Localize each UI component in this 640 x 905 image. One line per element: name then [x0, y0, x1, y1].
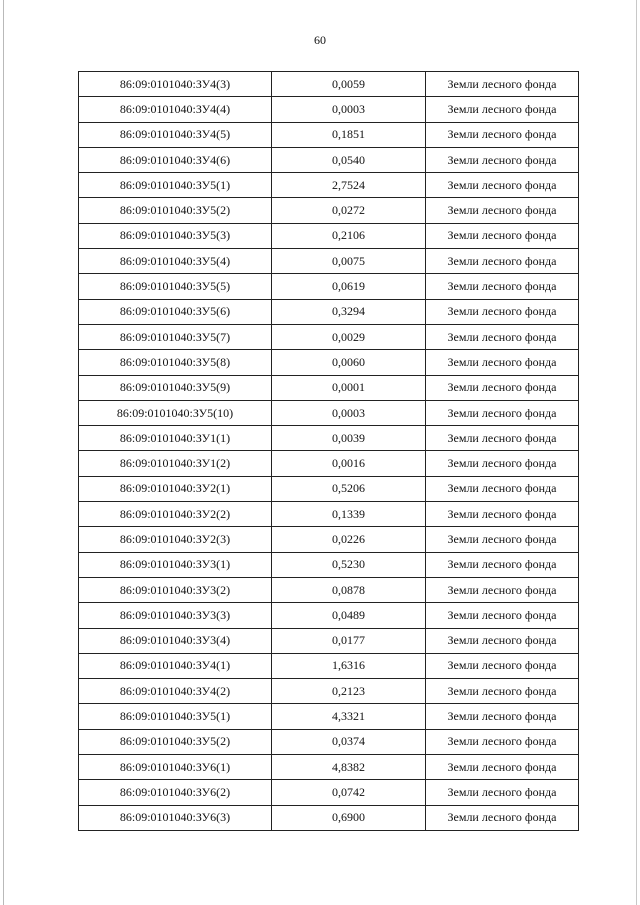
area-cell: 0,0226 — [272, 527, 426, 552]
table-row — [79, 97, 579, 122]
table-row — [79, 400, 579, 425]
area-cell: 0,0619 — [272, 274, 426, 299]
area-cell: 0,0039 — [272, 426, 426, 451]
area-cell: 0,0003 — [272, 97, 426, 122]
table-row — [79, 552, 579, 577]
table-row — [79, 223, 579, 248]
parcel-table-body — [79, 72, 579, 831]
land-category-cell: Земли лесного фонда — [426, 704, 579, 729]
area-cell: 0,0540 — [272, 147, 426, 172]
table-row — [79, 451, 579, 476]
table-row — [79, 299, 579, 324]
cadastral-number-cell: 86:09:0101040:ЗУ5(10) — [79, 400, 272, 425]
cadastral-number-cell: 86:09:0101040:ЗУ5(3) — [79, 223, 272, 248]
table-row — [79, 729, 579, 754]
table-row — [79, 628, 579, 653]
land-category-cell: Земли лесного фонда — [426, 274, 579, 299]
table-row — [79, 805, 579, 830]
land-category-cell: Земли лесного фонда — [426, 755, 579, 780]
land-category-cell: Земли лесного фонда — [426, 679, 579, 704]
table-row — [79, 324, 579, 349]
cadastral-number-cell: 86:09:0101040:ЗУ4(2) — [79, 679, 272, 704]
land-category-cell: Земли лесного фонда — [426, 299, 579, 324]
cadastral-number-cell: 86:09:0101040:ЗУ1(1) — [79, 426, 272, 451]
area-cell: 0,5206 — [272, 476, 426, 501]
table-row — [79, 755, 579, 780]
cadastral-number-cell: 86:09:0101040:ЗУ6(2) — [79, 780, 272, 805]
cadastral-number-cell: 86:09:0101040:ЗУ4(1) — [79, 653, 272, 678]
parcel-table — [78, 71, 579, 831]
area-cell: 0,0001 — [272, 375, 426, 400]
cadastral-number-cell: 86:09:0101040:ЗУ5(9) — [79, 375, 272, 400]
land-category-cell: Земли лесного фонда — [426, 729, 579, 754]
area-cell: 2,7524 — [272, 173, 426, 198]
area-cell: 0,0374 — [272, 729, 426, 754]
cadastral-number-cell: 86:09:0101040:ЗУ5(7) — [79, 324, 272, 349]
cadastral-number-cell: 86:09:0101040:ЗУ2(1) — [79, 476, 272, 501]
area-cell: 0,0272 — [272, 198, 426, 223]
land-category-cell: Земли лесного фонда — [426, 350, 579, 375]
area-cell: 0,0029 — [272, 324, 426, 349]
cadastral-number-cell: 86:09:0101040:ЗУ3(4) — [79, 628, 272, 653]
land-category-cell: Земли лесного фонда — [426, 173, 579, 198]
land-category-cell: Земли лесного фонда — [426, 72, 579, 97]
area-cell: 0,2106 — [272, 223, 426, 248]
table-row — [79, 603, 579, 628]
land-category-cell: Земли лесного фонда — [426, 552, 579, 577]
area-cell: 0,0003 — [272, 400, 426, 425]
cadastral-number-cell: 86:09:0101040:ЗУ4(6) — [79, 147, 272, 172]
table-row — [79, 653, 579, 678]
area-cell: 0,0060 — [272, 350, 426, 375]
land-category-cell: Земли лесного фонда — [426, 400, 579, 425]
area-cell: 0,0059 — [272, 72, 426, 97]
table-row — [79, 780, 579, 805]
area-cell: 0,5230 — [272, 552, 426, 577]
cadastral-number-cell: 86:09:0101040:ЗУ5(5) — [79, 274, 272, 299]
area-cell: 0,1339 — [272, 502, 426, 527]
cadastral-number-cell: 86:09:0101040:ЗУ5(6) — [79, 299, 272, 324]
cadastral-number-cell: 86:09:0101040:ЗУ3(2) — [79, 577, 272, 602]
area-cell: 0,0016 — [272, 451, 426, 476]
cadastral-number-cell: 86:09:0101040:ЗУ5(2) — [79, 198, 272, 223]
cadastral-number-cell: 86:09:0101040:ЗУ5(8) — [79, 350, 272, 375]
cadastral-number-cell: 86:09:0101040:ЗУ4(5) — [79, 122, 272, 147]
table-row — [79, 147, 579, 172]
table-row — [79, 704, 579, 729]
land-category-cell: Земли лесного фонда — [426, 476, 579, 501]
area-cell: 0,0878 — [272, 577, 426, 602]
land-category-cell: Земли лесного фонда — [426, 324, 579, 349]
table-row — [79, 577, 579, 602]
table-row — [79, 476, 579, 501]
cadastral-number-cell: 86:09:0101040:ЗУ6(3) — [79, 805, 272, 830]
table-row — [79, 679, 579, 704]
table-row — [79, 502, 579, 527]
cadastral-number-cell: 86:09:0101040:ЗУ2(2) — [79, 502, 272, 527]
land-category-cell: Земли лесного фонда — [426, 527, 579, 552]
table-row — [79, 249, 579, 274]
cadastral-number-cell: 86:09:0101040:ЗУ2(3) — [79, 527, 272, 552]
land-category-cell: Земли лесного фонда — [426, 603, 579, 628]
land-category-cell: Земли лесного фонда — [426, 780, 579, 805]
area-cell: 0,3294 — [272, 299, 426, 324]
area-cell: 0,1851 — [272, 122, 426, 147]
cadastral-number-cell: 86:09:0101040:ЗУ5(4) — [79, 249, 272, 274]
cadastral-number-cell: 86:09:0101040:ЗУ3(1) — [79, 552, 272, 577]
area-cell: 0,0489 — [272, 603, 426, 628]
land-category-cell: Земли лесного фонда — [426, 577, 579, 602]
cadastral-number-cell: 86:09:0101040:ЗУ3(3) — [79, 603, 272, 628]
cadastral-number-cell: 86:09:0101040:ЗУ4(3) — [79, 72, 272, 97]
land-category-cell: Земли лесного фонда — [426, 375, 579, 400]
cadastral-number-cell: 86:09:0101040:ЗУ4(4) — [79, 97, 272, 122]
land-category-cell: Земли лесного фонда — [426, 249, 579, 274]
area-cell: 0,6900 — [272, 805, 426, 830]
table-row — [79, 527, 579, 552]
cadastral-number-cell: 86:09:0101040:ЗУ1(2) — [79, 451, 272, 476]
land-category-cell: Земли лесного фонда — [426, 653, 579, 678]
land-category-cell: Земли лесного фонда — [426, 502, 579, 527]
area-cell: 4,8382 — [272, 755, 426, 780]
land-category-cell: Земли лесного фонда — [426, 198, 579, 223]
table-row — [79, 274, 579, 299]
land-category-cell: Земли лесного фонда — [426, 97, 579, 122]
area-cell: 0,0075 — [272, 249, 426, 274]
area-cell: 0,0742 — [272, 780, 426, 805]
area-cell: 4,3321 — [272, 704, 426, 729]
page-number: 60 — [314, 33, 326, 47]
table-row — [79, 198, 579, 223]
page-edge-left — [3, 0, 4, 905]
table-row — [79, 72, 579, 97]
cadastral-number-cell: 86:09:0101040:ЗУ5(1) — [79, 704, 272, 729]
cadastral-number-cell: 86:09:0101040:ЗУ5(1) — [79, 173, 272, 198]
table-row — [79, 173, 579, 198]
area-cell: 0,2123 — [272, 679, 426, 704]
table-row — [79, 350, 579, 375]
area-cell: 1,6316 — [272, 653, 426, 678]
table-row — [79, 426, 579, 451]
table-row — [79, 122, 579, 147]
land-category-cell: Земли лесного фонда — [426, 122, 579, 147]
cadastral-number-cell: 86:09:0101040:ЗУ5(2) — [79, 729, 272, 754]
land-category-cell: Земли лесного фонда — [426, 628, 579, 653]
land-category-cell: Земли лесного фонда — [426, 223, 579, 248]
land-category-cell: Земли лесного фонда — [426, 426, 579, 451]
area-cell: 0,0177 — [272, 628, 426, 653]
land-category-cell: Земли лесного фонда — [426, 805, 579, 830]
cadastral-number-cell: 86:09:0101040:ЗУ6(1) — [79, 755, 272, 780]
land-category-cell: Земли лесного фонда — [426, 147, 579, 172]
page-edge-right — [636, 0, 637, 905]
land-category-cell: Земли лесного фонда — [426, 451, 579, 476]
table-row — [79, 375, 579, 400]
